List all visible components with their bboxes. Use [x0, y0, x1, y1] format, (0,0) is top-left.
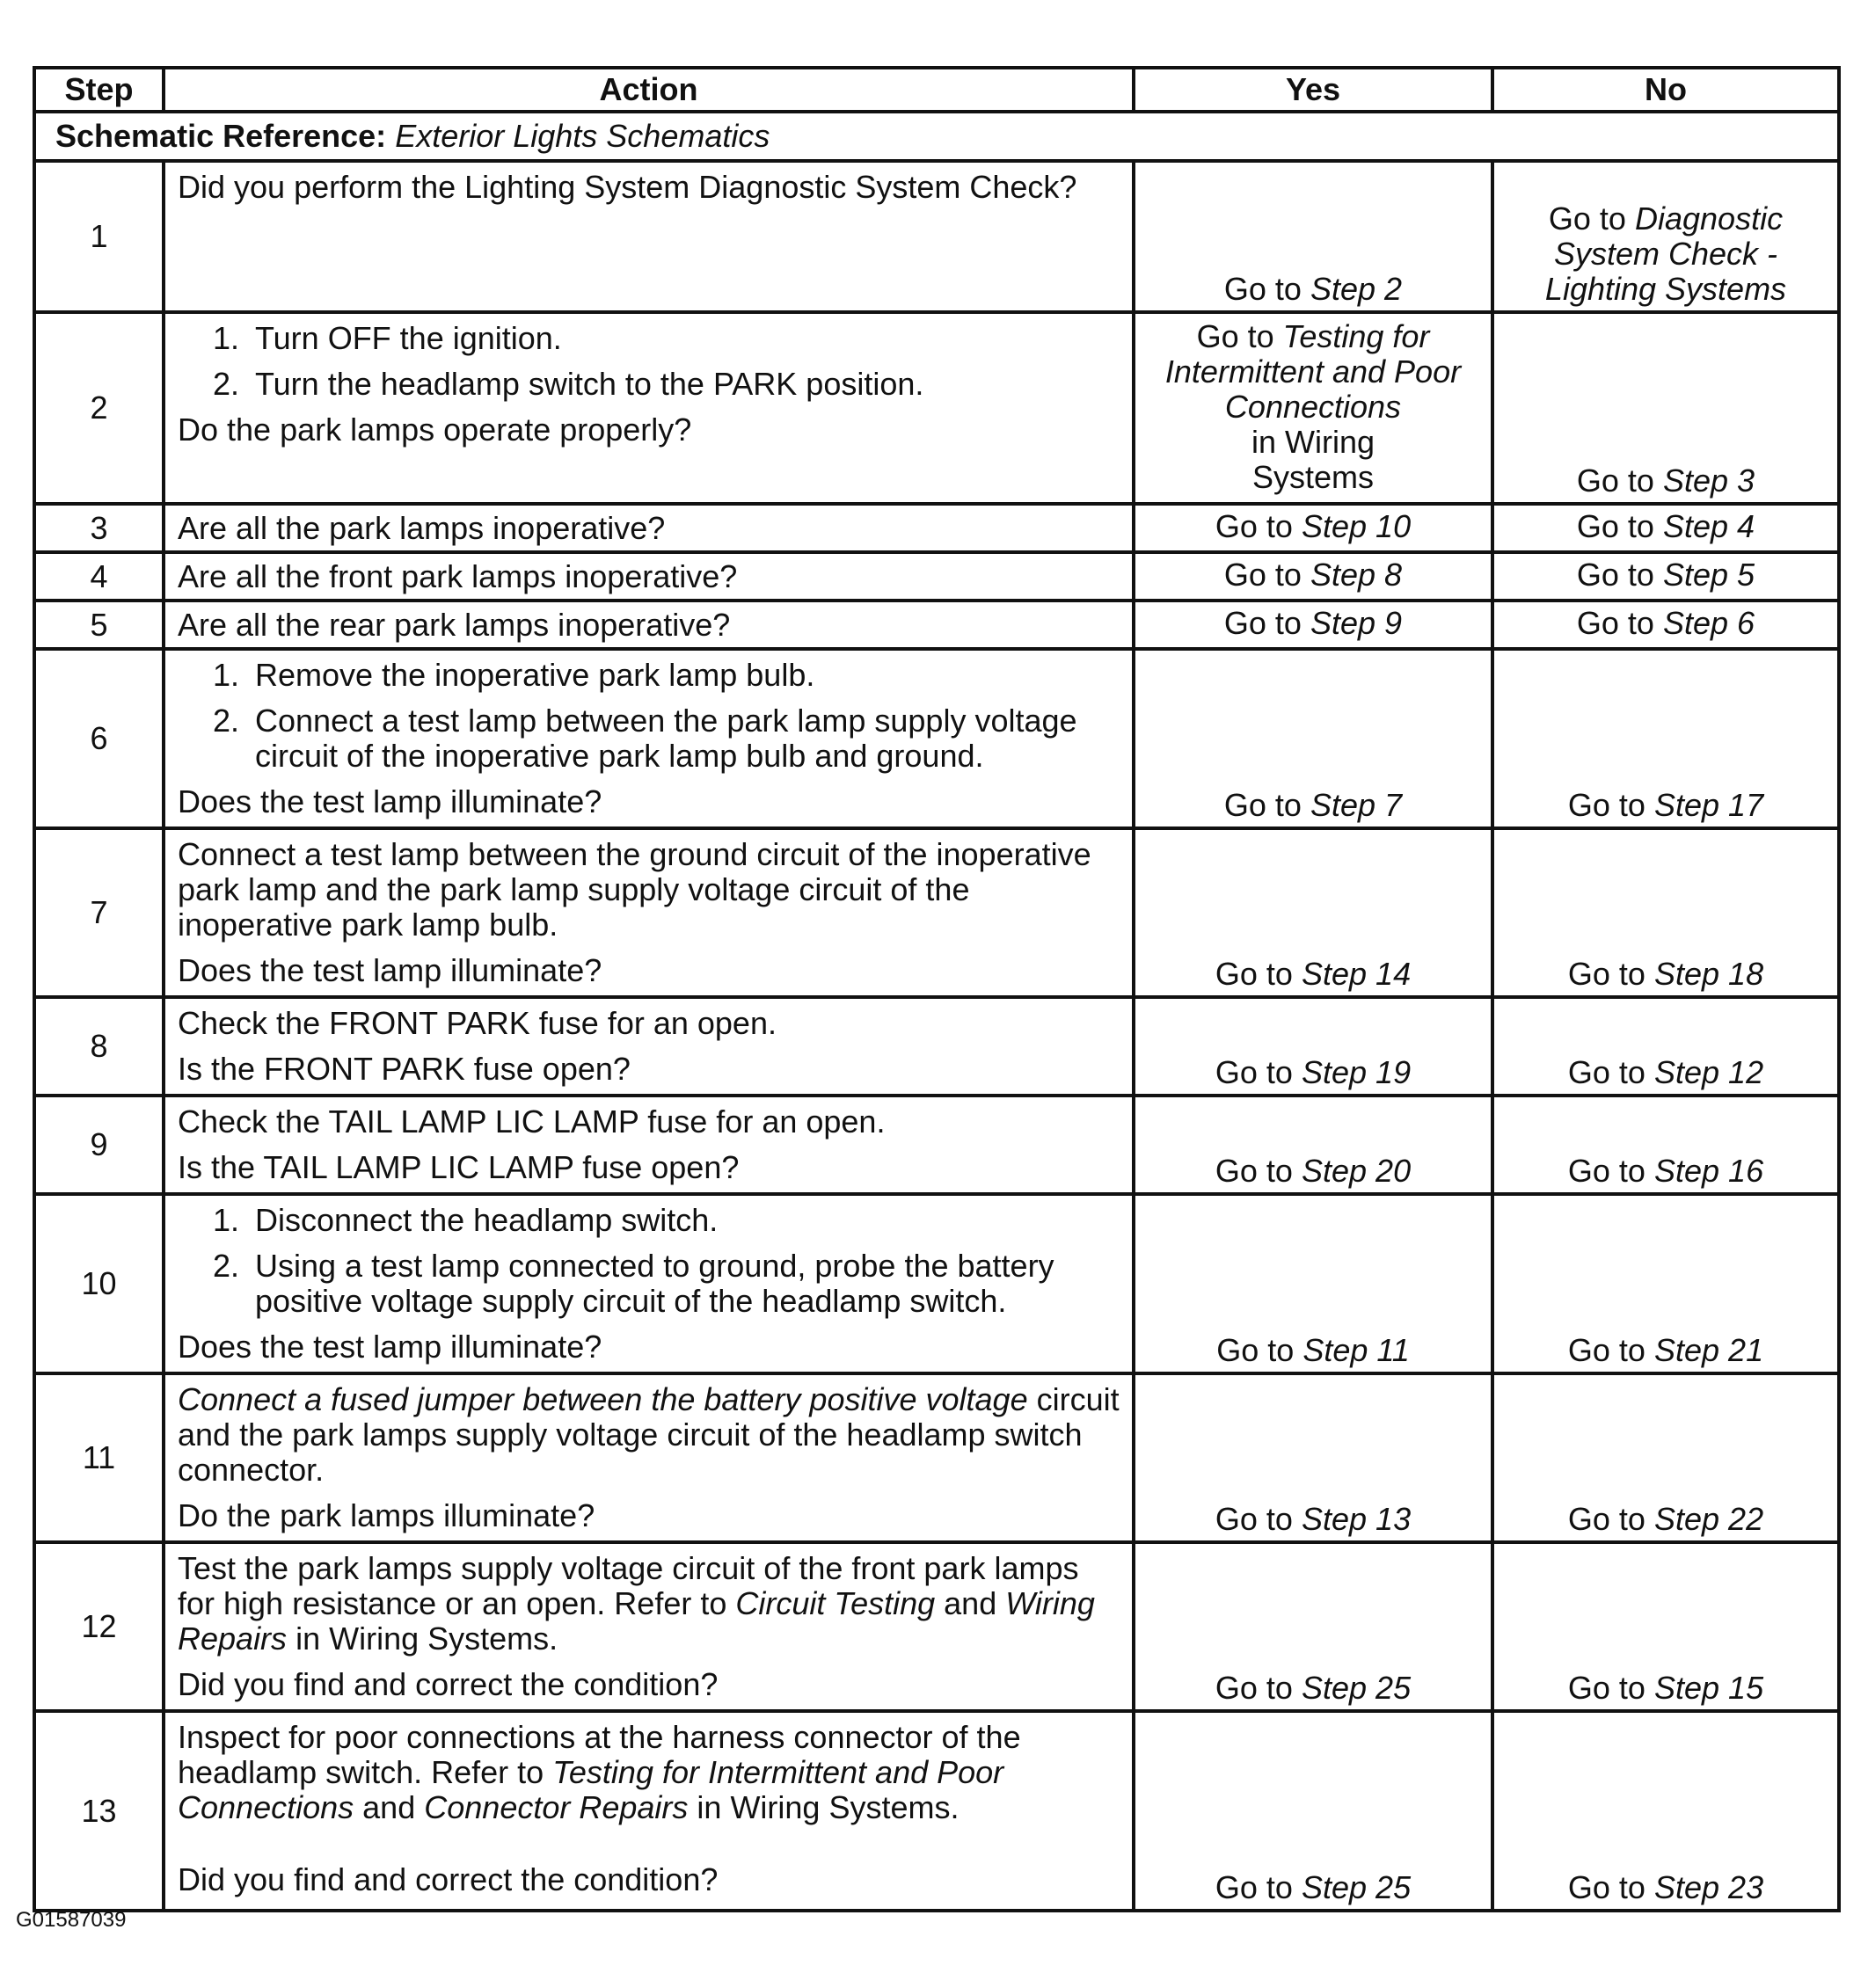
go-to-text: Go to	[1567, 1670, 1645, 1706]
go-to-text: Go to	[1196, 318, 1274, 354]
no-result	[1492, 649, 1839, 828]
step-ref: Step 5	[1662, 556, 1755, 593]
table-row	[34, 1194, 1839, 1373]
go-to-text: Go to	[1567, 956, 1645, 992]
step-ref: Step 8	[1310, 556, 1403, 593]
doc-ref: Connections	[1224, 389, 1402, 425]
yes-result	[1134, 1096, 1492, 1194]
table-row	[34, 997, 1839, 1096]
yes-result	[1134, 1194, 1492, 1373]
step-action	[164, 1373, 1134, 1542]
go-to-text: Go to	[1215, 1153, 1293, 1189]
step-ref: Step 12	[1653, 1054, 1764, 1090]
step-ref: Step 10	[1301, 507, 1412, 544]
step-ref: Step 21	[1653, 1332, 1764, 1368]
no-result	[1492, 1542, 1839, 1711]
diagnostic-table	[33, 66, 1841, 1912]
table-row	[34, 504, 1839, 552]
step-ref: Step 25	[1301, 1670, 1412, 1706]
instruction-italic: Connect a fused jumper between the battery positive voltage	[178, 1381, 1028, 1417]
no-result	[1492, 161, 1839, 312]
yes-result	[1134, 1373, 1492, 1542]
instruction-text: and	[362, 1789, 416, 1825]
header-action: Action	[164, 68, 1134, 112]
step-ref: Step 20	[1301, 1153, 1412, 1189]
go-to-text: Go to	[1567, 1332, 1645, 1368]
table-row	[34, 649, 1839, 828]
step-ref: Step 18	[1653, 956, 1764, 992]
instruction-text: Test the park lamps supply voltage circuit of the front park lamps for high resistance or an open. Refer to	[178, 1550, 1079, 1621]
step-number: 7	[34, 828, 164, 997]
step-action	[164, 552, 1134, 601]
yes-result	[1134, 997, 1492, 1096]
step-question: Is the FRONT PARK fuse open?	[178, 1051, 631, 1087]
figure-id: G01587039	[16, 1908, 127, 1932]
instruction-item: 2. Turn the headlamp switch to the PARK position.	[248, 367, 1120, 402]
go-to-text: Go to	[1576, 507, 1654, 544]
step-ref: Step 4	[1662, 507, 1755, 544]
go-to-text: Go to	[1215, 1054, 1293, 1090]
go-to-text: Go to	[1223, 604, 1302, 641]
doc-ref: Wiring Repairs	[178, 1585, 1095, 1657]
step-ref: Step 9	[1310, 604, 1403, 641]
doc-ref: Intermittent and Poor	[1164, 353, 1462, 390]
step-instruction: Check the TAIL LAMP LIC LAMP fuse for an open.	[178, 1103, 886, 1140]
go-to-text: Go to	[1215, 1670, 1293, 1706]
no-result	[1492, 601, 1839, 649]
no-result	[1492, 1096, 1839, 1194]
step-action	[164, 1542, 1134, 1711]
go-to-text: Go to	[1576, 462, 1654, 499]
table-row	[34, 1096, 1839, 1194]
yes-result	[1134, 161, 1492, 312]
step-question: Do the park lamps operate properly?	[178, 411, 692, 448]
instruction-list	[178, 321, 1120, 402]
step-number: 13	[34, 1711, 164, 1911]
no-result	[1492, 1373, 1839, 1542]
go-to-text: Go to	[1215, 956, 1293, 992]
go-to-text: Go to	[1215, 1501, 1293, 1537]
step-action	[164, 997, 1134, 1096]
step-ref: Step 19	[1301, 1054, 1412, 1090]
step-action	[164, 161, 1134, 312]
instruction-text: in Wiring Systems.	[697, 1789, 960, 1825]
header-yes: Yes	[1134, 68, 1492, 112]
header-row	[34, 68, 1839, 112]
step-question: Does the test lamp illuminate?	[178, 1329, 602, 1365]
yes-result	[1134, 1711, 1492, 1911]
step-number: 12	[34, 1542, 164, 1711]
step-ref: Step 22	[1653, 1501, 1764, 1537]
step-action	[164, 601, 1134, 649]
step-action	[164, 649, 1134, 828]
yes-result	[1134, 1542, 1492, 1711]
table-row	[34, 1711, 1839, 1911]
yes-result	[1134, 312, 1492, 504]
doc-ref: Circuit Testing	[735, 1585, 936, 1621]
step-action	[164, 1194, 1134, 1373]
no-result	[1492, 1194, 1839, 1373]
step-action	[164, 1096, 1134, 1194]
spacer	[178, 1836, 1120, 1862]
step-ref: Step 2	[1310, 271, 1403, 307]
step-question: Are all the rear park lamps inoperative?	[178, 606, 731, 643]
go-to-text: Go to	[1576, 604, 1654, 641]
doc-ref-suffix: in Wiring	[1251, 424, 1375, 460]
go-to-text: Go to	[1215, 1869, 1293, 1905]
go-to-text: Go to	[1567, 1501, 1645, 1537]
table-row	[34, 552, 1839, 601]
step-ref: Step 15	[1653, 1670, 1764, 1706]
step-ref: Step 17	[1653, 787, 1764, 823]
instruction-item: 1. Turn OFF the ignition.	[248, 321, 1120, 356]
go-to-text: Go to	[1567, 1869, 1645, 1905]
step-question: Is the TAIL LAMP LIC LAMP fuse open?	[178, 1149, 740, 1185]
header-step: Step	[34, 68, 164, 112]
yes-result	[1134, 504, 1492, 552]
step-number: 10	[34, 1194, 164, 1373]
step-question: Are all the park lamps inoperative?	[178, 509, 666, 546]
instruction-item: 1. Disconnect the headlamp switch.	[248, 1203, 1120, 1238]
go-to-text: Go to	[1567, 787, 1645, 823]
step-ref: Step 3	[1662, 462, 1755, 499]
go-to-text: Go to	[1548, 200, 1626, 237]
step-action	[164, 504, 1134, 552]
instruction-text: Inspect for poor connections at the harness connector of the headlamp switch. Refer to	[178, 1719, 1021, 1790]
schematic-row	[34, 112, 1839, 161]
yes-result	[1134, 828, 1492, 997]
step-number: 11	[34, 1373, 164, 1542]
step-action	[164, 312, 1134, 504]
step-instruction	[178, 1382, 1120, 1488]
step-number: 8	[34, 997, 164, 1096]
no-result	[1492, 552, 1839, 601]
step-number: 1	[34, 161, 164, 312]
yes-result	[1134, 552, 1492, 601]
no-result	[1492, 828, 1839, 997]
step-ref: Step 6	[1662, 604, 1755, 641]
table-row	[34, 601, 1839, 649]
table-row	[34, 161, 1839, 312]
instruction-list	[178, 658, 1120, 774]
step-ref: Step 16	[1653, 1153, 1764, 1189]
step-question: Did you find and correct the condition?	[178, 1861, 719, 1897]
step-ref: Step 13	[1301, 1501, 1412, 1537]
yes-result	[1134, 649, 1492, 828]
step-instruction	[178, 1720, 1120, 1825]
step-number: 9	[34, 1096, 164, 1194]
instruction-text: and	[944, 1585, 997, 1621]
table-row	[34, 1542, 1839, 1711]
go-to-text: Go to	[1567, 1054, 1645, 1090]
step-ref: Step 11	[1302, 1332, 1410, 1368]
go-to-text: Go to	[1223, 271, 1302, 307]
step-instruction: Connect a test lamp between the ground circuit of the inoperative park lamp and the park lamp supply voltage circuit of the inoperative park lamp bulb.	[178, 836, 1091, 943]
no-result	[1492, 1711, 1839, 1911]
go-to-text: Go to	[1216, 1332, 1295, 1368]
step-question: Did you find and correct the condition?	[178, 1666, 719, 1702]
table-row	[34, 1373, 1839, 1542]
header-no: No	[1492, 68, 1839, 112]
step-number: 6	[34, 649, 164, 828]
doc-ref-suffix: Systems	[1251, 459, 1375, 495]
instruction-text: circuit and the park lamps supply voltage circuit of the headlamp switch connector.	[178, 1381, 1120, 1488]
go-to-text: Go to	[1567, 1153, 1645, 1189]
step-number: 2	[34, 312, 164, 504]
doc-ref: Testing for Intermittent and Poor Connections	[178, 1754, 1004, 1825]
go-to-text: Go to	[1223, 556, 1302, 593]
instruction-item: 2. Connect a test lamp between the park lamp supply voltage circuit of the inoperative park lamp bulb and ground.	[248, 703, 1120, 774]
yes-result	[1134, 601, 1492, 649]
doc-ref: Diagnostic	[1634, 200, 1784, 237]
step-question: Do the park lamps illuminate?	[178, 1497, 595, 1533]
doc-ref: Testing for	[1282, 318, 1430, 354]
schematic-reference	[34, 112, 1839, 161]
step-question: Does the test lamp illuminate?	[178, 952, 602, 988]
instruction-item: 1. Remove the inoperative park lamp bulb.	[248, 658, 1120, 693]
go-to-text: Go to	[1576, 556, 1654, 593]
doc-ref: Connector Repairs	[424, 1789, 689, 1825]
step-question: Did you perform the Lighting System Diagnostic System Check?	[178, 169, 1077, 205]
step-ref: Step 25	[1301, 1869, 1412, 1905]
table-row	[34, 828, 1839, 997]
step-number: 3	[34, 504, 164, 552]
go-to-text: Go to	[1215, 507, 1293, 544]
no-result	[1492, 312, 1839, 504]
step-question: Does the test lamp illuminate?	[178, 783, 602, 819]
instruction-list	[178, 1203, 1120, 1319]
instruction-text: in Wiring Systems.	[296, 1620, 558, 1657]
step-number: 4	[34, 552, 164, 601]
table-row	[34, 312, 1839, 504]
instruction-item: 2. Using a test lamp connected to ground, probe the battery positive voltage supply circuit of the headlamp switch.	[248, 1249, 1120, 1319]
step-ref: Step 14	[1301, 956, 1412, 992]
schematic-value: Exterior Lights Schematics	[395, 118, 770, 154]
step-action	[164, 828, 1134, 997]
doc-ref: Lighting Systems	[1544, 271, 1787, 307]
no-result	[1492, 504, 1839, 552]
doc-ref: System Check -	[1553, 236, 1778, 272]
step-question: Are all the front park lamps inoperative?	[178, 557, 738, 594]
step-ref: Step 7	[1310, 787, 1403, 823]
step-instruction	[178, 1551, 1120, 1657]
schematic-label: Schematic Reference:	[55, 118, 387, 154]
go-to-text: Go to	[1223, 787, 1302, 823]
step-number: 5	[34, 601, 164, 649]
no-result	[1492, 997, 1839, 1096]
step-instruction: Check the FRONT PARK fuse for an open.	[178, 1005, 777, 1041]
step-action	[164, 1711, 1134, 1911]
step-ref: Step 23	[1653, 1869, 1764, 1905]
